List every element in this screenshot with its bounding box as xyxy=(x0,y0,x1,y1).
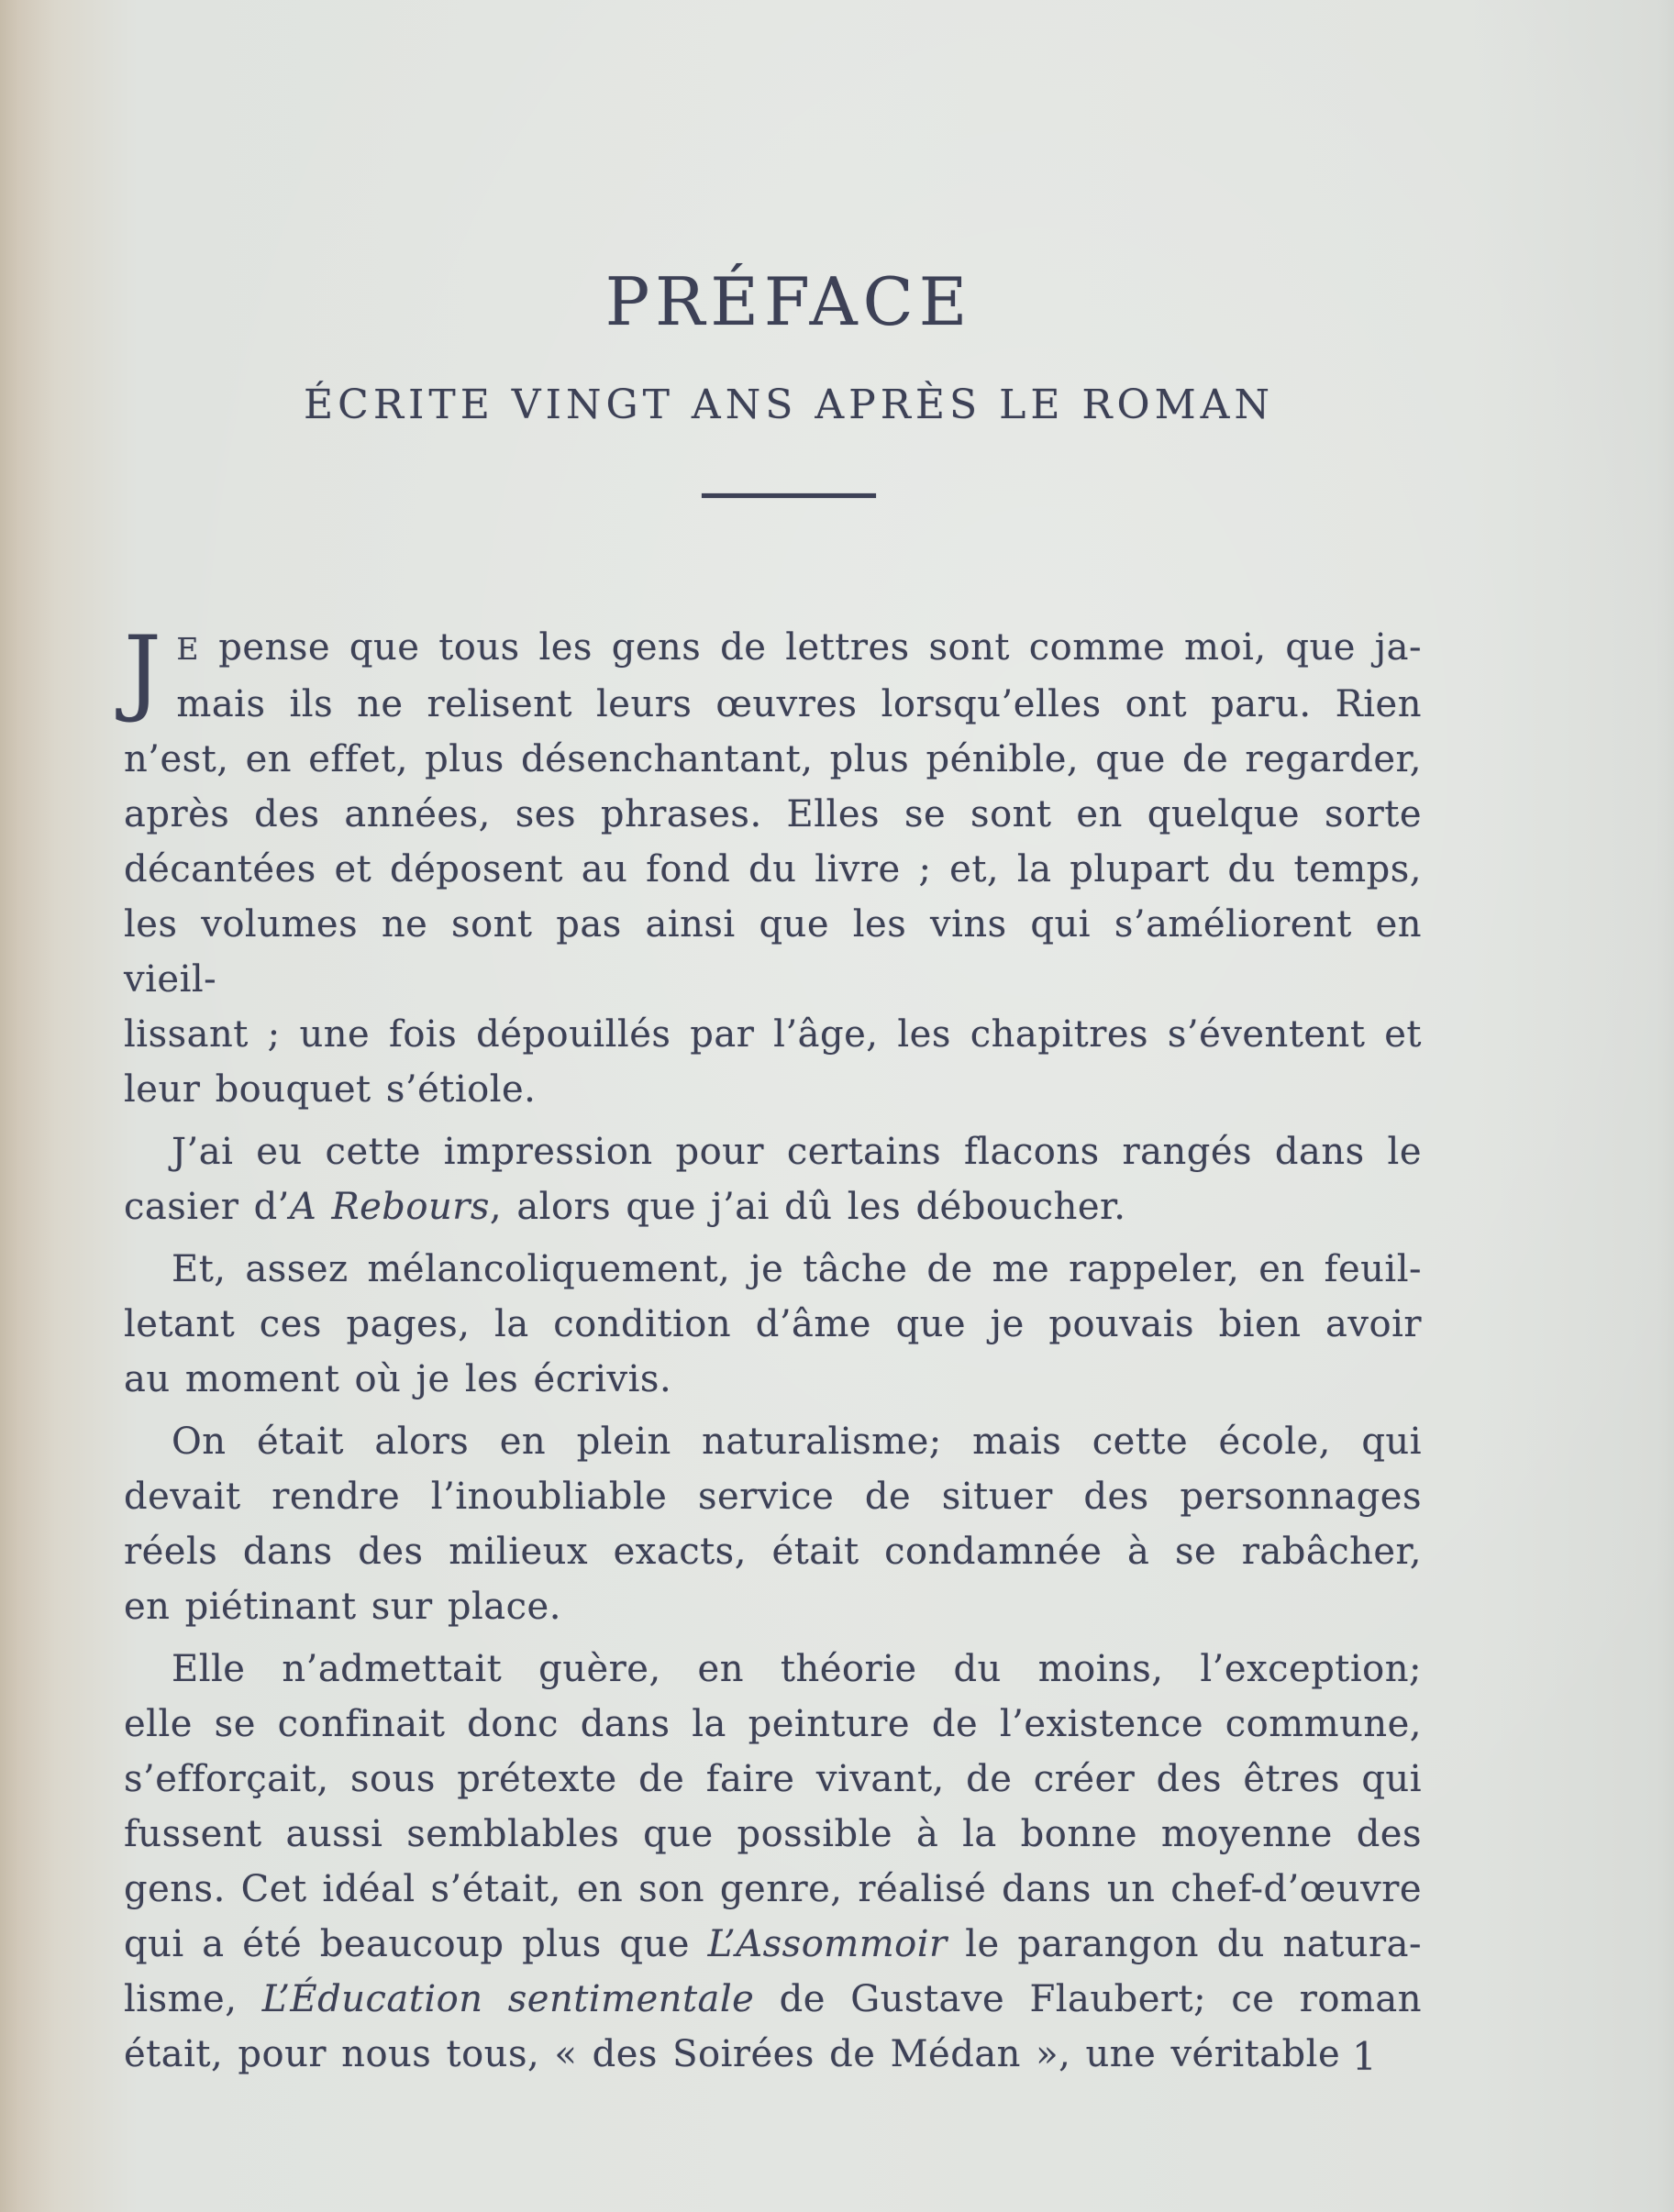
text-segment: décantées et déposent au fond du livre ; et, la plupart du temps, xyxy=(124,848,1422,890)
text-segment: au moment où je les écrivis. xyxy=(124,1358,672,1400)
italic-text: A Rebours xyxy=(289,1186,490,1228)
text-line xyxy=(124,1807,1422,1862)
text-segment: n’est, en effet, plus désenchantant, plus pénible, que de regarder, xyxy=(124,738,1422,780)
heading xyxy=(124,263,1454,340)
paragraph xyxy=(124,1414,1422,1634)
text-line xyxy=(124,787,1422,842)
text-segment: le parangon du natura- xyxy=(947,1923,1422,1965)
text-segment: qui a été beaucoup plus que xyxy=(124,1923,708,1965)
text-segment: mais ils ne relisent leurs œuvres lorsqu’elles ont paru. Rien xyxy=(176,683,1422,725)
text-segment: elle se confinait donc dans la peinture de l’existence commune, xyxy=(124,1703,1422,1745)
text-line xyxy=(124,1579,1422,1634)
text-segment: On était alors en plein naturalisme; mais cette école, qui xyxy=(172,1421,1422,1463)
text-segment: réels dans des milieux exacts, était condamnée à se rabâcher, xyxy=(124,1531,1422,1573)
text-segment: Et, assez mélancoliquement, je tâche de me rappeler, en feuil- xyxy=(172,1248,1422,1290)
text-segment: en piétinant sur place. xyxy=(124,1586,561,1628)
section-divider xyxy=(124,493,1454,498)
text-segment: fussent aussi semblables que possible à la bonne moyenne des xyxy=(124,1813,1422,1855)
paragraph xyxy=(124,616,1422,1117)
text-segment: de Gustave Flaubert; ce roman xyxy=(754,1978,1422,2020)
text-line xyxy=(124,1972,1422,2027)
dropcap-letter: J xyxy=(124,616,162,725)
divider-rule xyxy=(702,493,876,498)
page-title: PRÉFACE xyxy=(604,263,973,340)
smallcap-letter: E xyxy=(176,631,200,667)
text-segment: gens. Cet idéal s’était, en son genre, réalisé dans un chef-d’œuvre xyxy=(124,1868,1422,1910)
text-line xyxy=(124,897,1422,1007)
text-segment: s’efforçait, sous prétexte de faire vivant, de créer des êtres qui xyxy=(124,1758,1422,1800)
text-segment: les volumes ne sont pas ainsi que les vins qui s’améliorent en vieil- xyxy=(124,903,1422,1001)
text-line xyxy=(124,1469,1422,1524)
text-line xyxy=(124,1862,1422,1917)
text-line xyxy=(124,1242,1422,1297)
italic-text: L’Éducation sentimentale xyxy=(261,1978,755,2020)
text-segment: devait rendre l’inoubliable service de situer des personnages xyxy=(124,1476,1422,1518)
text-segment: lisme, xyxy=(124,1978,262,2020)
text-line xyxy=(124,1524,1422,1579)
text-segment: Elle n’admettait guère, en théorie du moins, l’exception; xyxy=(172,1648,1422,1690)
text-segment: leur bouquet s’étiole. xyxy=(124,1068,537,1111)
text-segment: lissant ; une fois dépouillés par l’âge, les chapitres s’éventent et xyxy=(124,1013,1422,1056)
text-segment: letant ces pages, la condition d’âme que je pouvais bien avoir xyxy=(124,1303,1422,1345)
text-line xyxy=(124,620,1422,677)
text-line xyxy=(124,732,1422,787)
text-segment: pense que tous les gens de lettres sont comme moi, que ja- xyxy=(218,626,1422,669)
text-line xyxy=(124,1642,1422,1697)
text-segment: après des années, ses phrases. Elles se sont en quelque sorte xyxy=(124,793,1422,835)
text-line xyxy=(124,677,1422,732)
text-line xyxy=(124,1752,1422,1807)
text-line xyxy=(124,842,1422,897)
text-segment: était, pour nous tous, « des Soirées de Médan », une véritable xyxy=(124,2033,1341,2075)
text-line xyxy=(124,1007,1422,1062)
text-line xyxy=(124,1062,1422,1117)
text-line xyxy=(124,1297,1422,1352)
text-line xyxy=(124,1697,1422,1752)
text-line xyxy=(124,1414,1422,1469)
paragraph xyxy=(124,1124,1422,1234)
text-line xyxy=(124,1917,1422,1972)
body-text xyxy=(124,616,1422,2082)
text-line xyxy=(124,1352,1422,1407)
text-segment: J’ai eu cette impression pour certains flacons rangés dans le xyxy=(172,1131,1422,1173)
text-segment: casier d’ xyxy=(124,1186,290,1228)
italic-text: L’Assommoir xyxy=(707,1923,948,1965)
text-segment: , alors que j’ai dû les déboucher. xyxy=(489,1186,1126,1228)
text-line xyxy=(124,1124,1422,1179)
text-line xyxy=(124,1179,1422,1234)
text-line xyxy=(124,2027,1422,2082)
page-number: 1 xyxy=(1352,2034,1377,2079)
page-subtitle: ÉCRITE VINGT ANS APRÈS LE ROMAN xyxy=(304,382,1274,428)
paragraph xyxy=(124,1242,1422,1407)
paragraph xyxy=(124,1642,1422,2082)
